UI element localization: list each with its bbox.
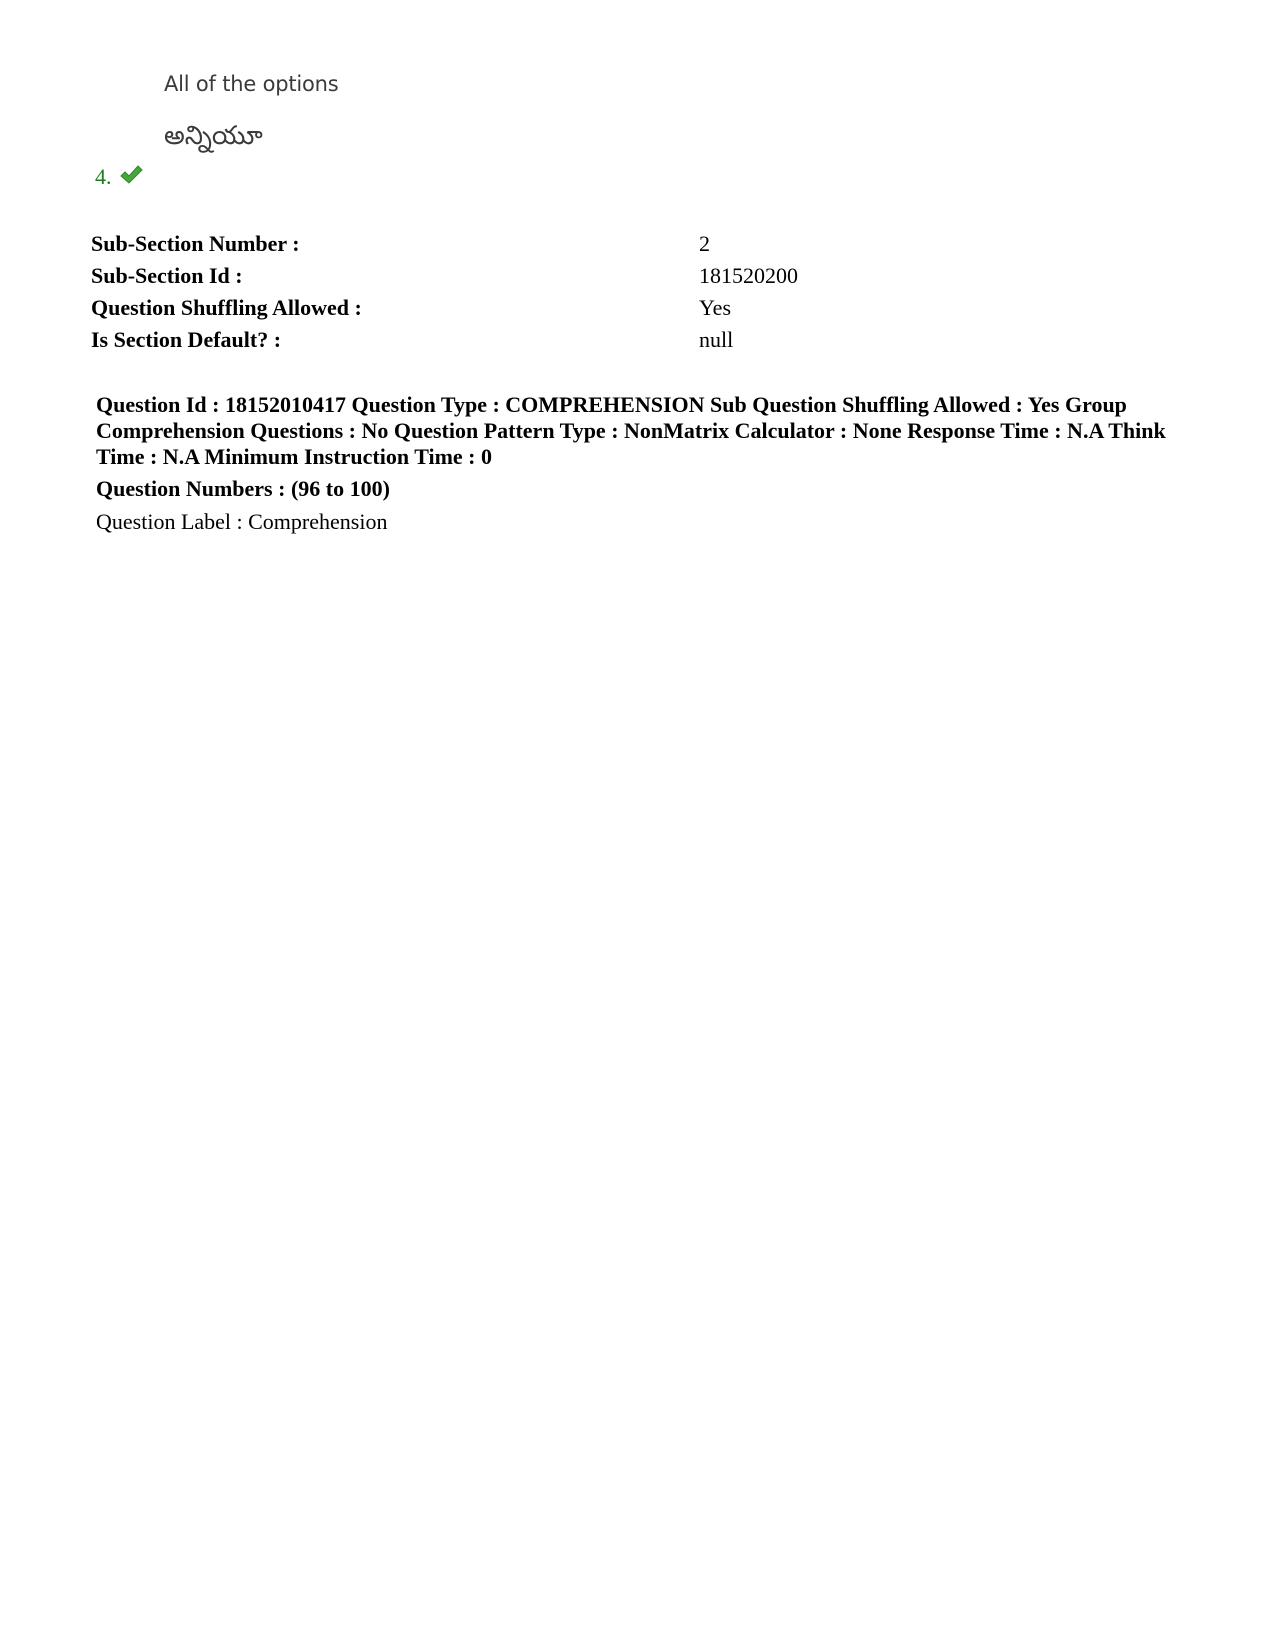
subsection-id-row (91, 260, 1191, 292)
section-default-row (91, 324, 1191, 356)
subsection-number-row (91, 228, 1191, 260)
checkmark-icon (119, 164, 143, 186)
question-label: Question Label : Comprehension (96, 509, 388, 534)
subsection-number-label: Sub-Section Number : (91, 231, 300, 256)
question-numbers: Question Numbers : (96 to 100) (96, 476, 390, 501)
question-info (96, 392, 1186, 537)
subsection-number-value: 2 (699, 231, 710, 256)
subsection-details (91, 228, 1191, 356)
answer-option (164, 70, 584, 152)
question-shuffling-label: Question Shuffling Allowed : (91, 295, 362, 320)
option-text-english: All of the options (164, 72, 339, 96)
subsection-id-label: Sub-Section Id : (91, 263, 243, 288)
question-shuffling-value: Yes (699, 295, 732, 320)
option-text-telugu: అన్నియూ (164, 121, 263, 151)
question-meta-text: Question Id : 18152010417 Question Type : COMPREHENSION Sub Question Shuffling Allowed : Yes Group Comprehension Questions : No Question Pattern Type : NonMatrix Calculator : None Response Time : N.A Think Time : N.A Minimum Instruction Time : 0 (96, 392, 1166, 469)
subsection-id-value: 181520200 (699, 263, 798, 288)
option-number: 4. (95, 164, 112, 189)
question-shuffling-row (91, 292, 1191, 324)
section-default-label: Is Section Default? : (91, 327, 282, 352)
section-default-value: null (699, 327, 734, 352)
